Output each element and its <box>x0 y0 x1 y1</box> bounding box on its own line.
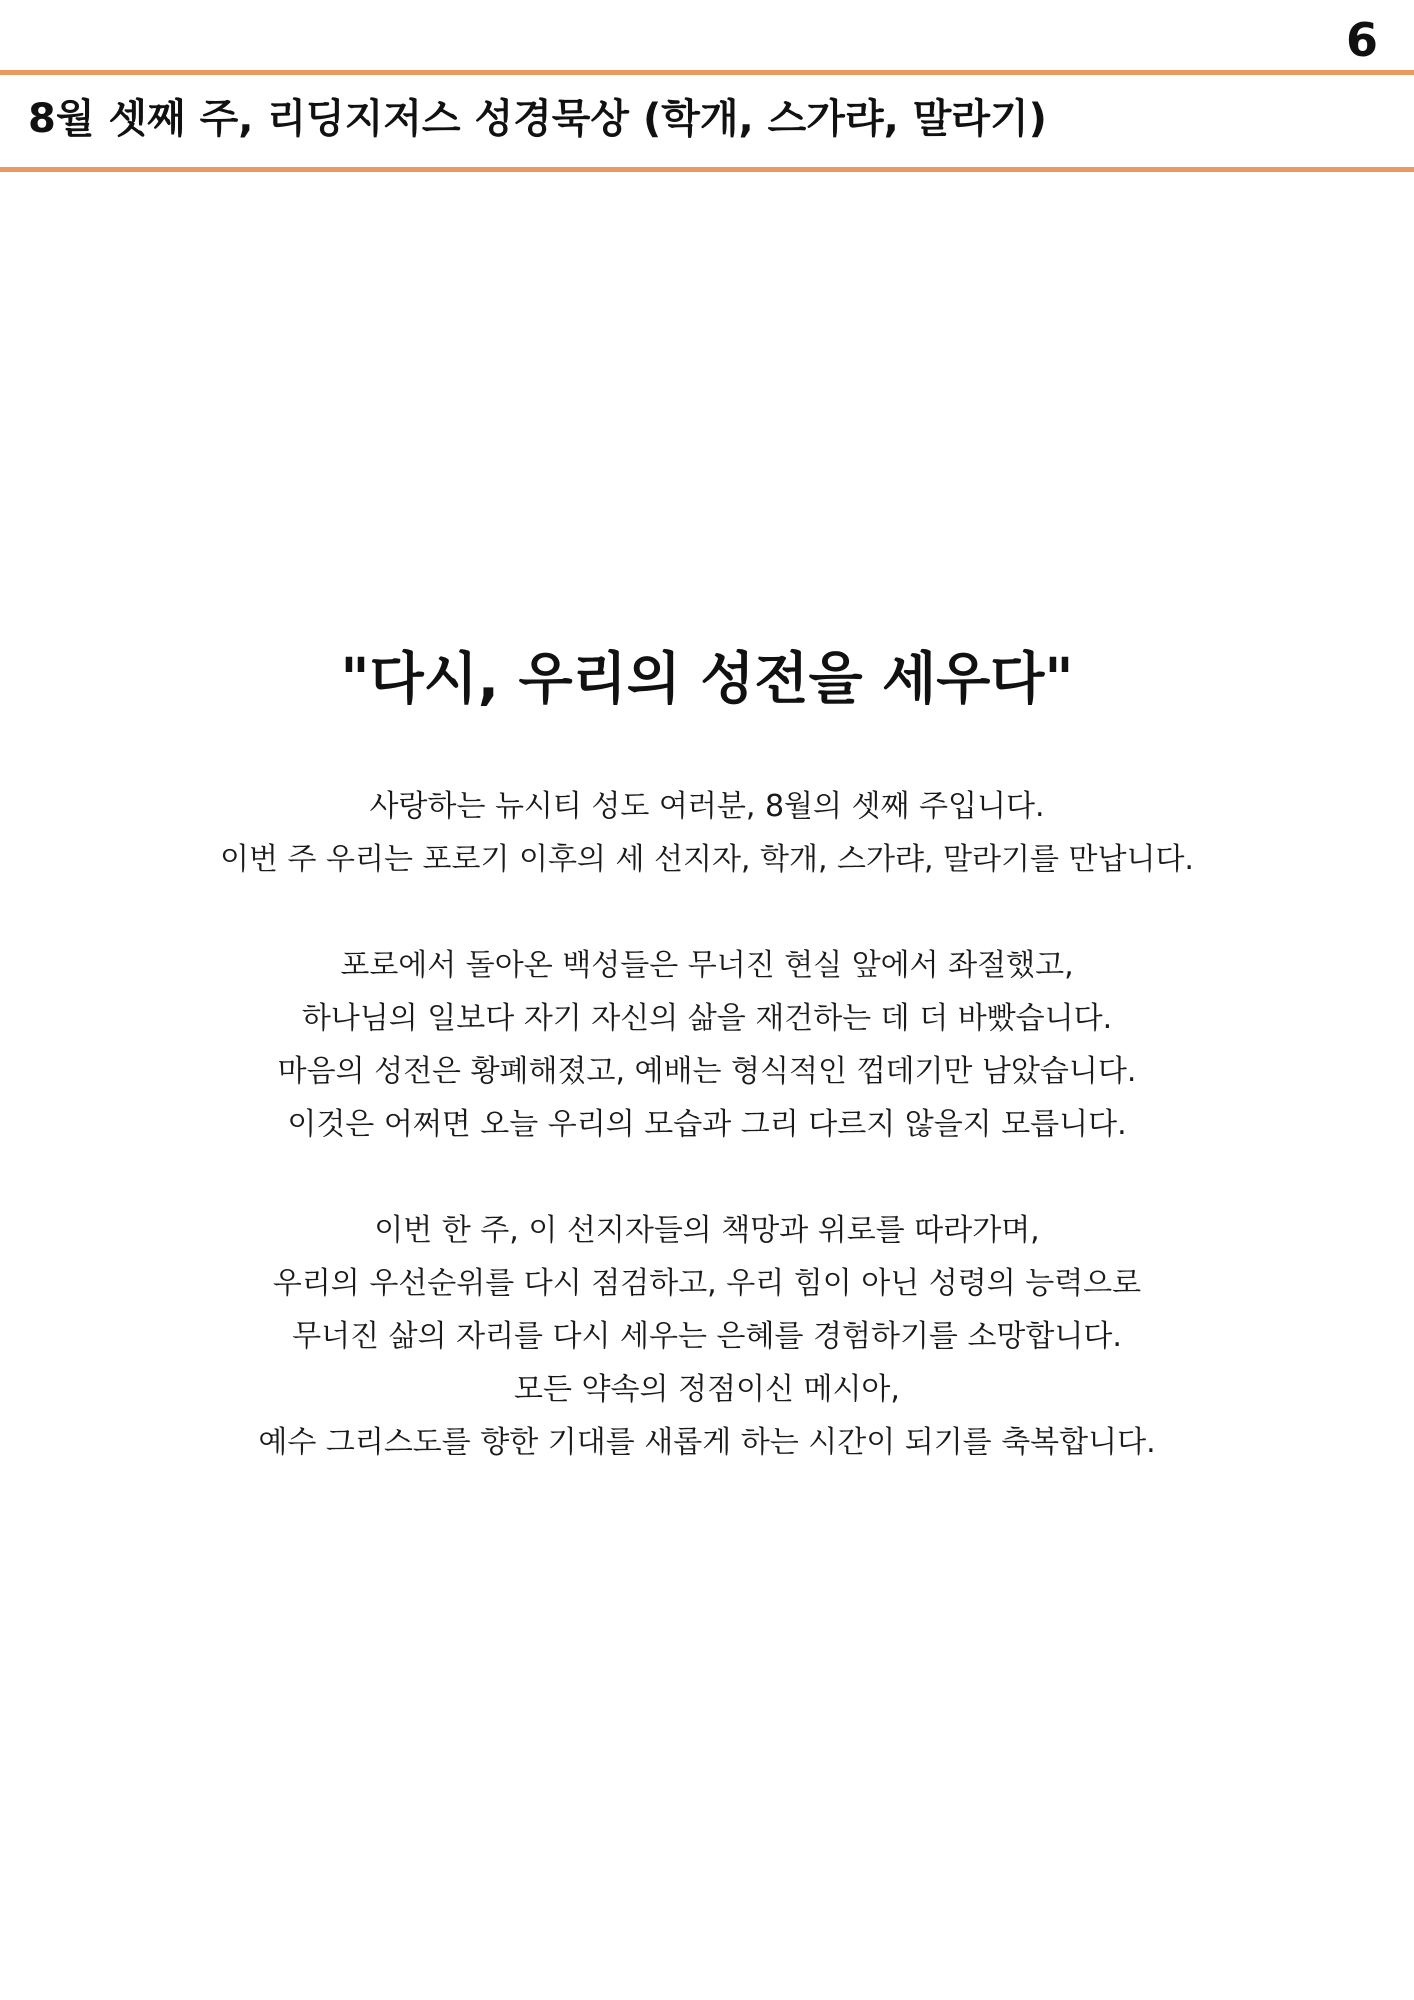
header-title: 8월 셋째 주, 리딩지저스 성경묵상 (학개, 스가랴, 말라기) <box>28 96 1047 142</box>
paragraph-line: 이것은 어쩌면 오늘 우리의 모습과 그리 다르지 않을지 모릅니다. <box>287 1107 1127 1142</box>
paragraph-line: 이번 주 우리는 포로기 이후의 세 선지자, 학개, 스가랴, 말라기를 만납니다. <box>220 842 1194 877</box>
main-title: "다시, 우리의 성전을 세우다" <box>340 647 1074 712</box>
paragraph-line: 포로에서 돌아온 백성들은 무너진 현실 앞에서 좌절했고, <box>340 948 1074 983</box>
paragraph-line: 예수 그리스도를 향한 기대를 새롭게 하는 시간이 되기를 축복합니다. <box>258 1425 1156 1460</box>
paragraph-line: 모든 약속의 정점이신 메시아, <box>514 1372 900 1407</box>
paragraph-line: 마음의 성전은 황폐해졌고, 예배는 형식적인 껍데기만 남았습니다. <box>277 1054 1137 1089</box>
paragraph-line: 우리의 우선순위를 다시 점검하고, 우리 힘이 아닌 성령의 능력으로 <box>272 1266 1142 1301</box>
paragraph-1 <box>0 780 1414 886</box>
paragraph-2 <box>0 939 1414 1151</box>
paragraph-line: 사랑하는 뉴시티 성도 여러분, 8월의 셋째 주입니다. <box>369 789 1045 824</box>
page-header <box>0 70 1414 174</box>
header-bottom-rule <box>0 167 1414 172</box>
header-top-rule <box>0 70 1414 75</box>
paragraph-line: 하나님의 일보다 자기 자신의 삶을 재건하는 데 더 바빴습니다. <box>301 1001 1113 1036</box>
body-text <box>0 780 1414 1522</box>
paragraph-line: 이번 한 주, 이 선지자들의 책망과 위로를 따라가며, <box>374 1213 1040 1248</box>
page-number: 6 <box>1345 13 1378 67</box>
paragraph-3 <box>0 1204 1414 1469</box>
paragraph-line: 무너진 삶의 자리를 다시 세우는 은혜를 경험하기를 소망합니다. <box>292 1319 1122 1354</box>
